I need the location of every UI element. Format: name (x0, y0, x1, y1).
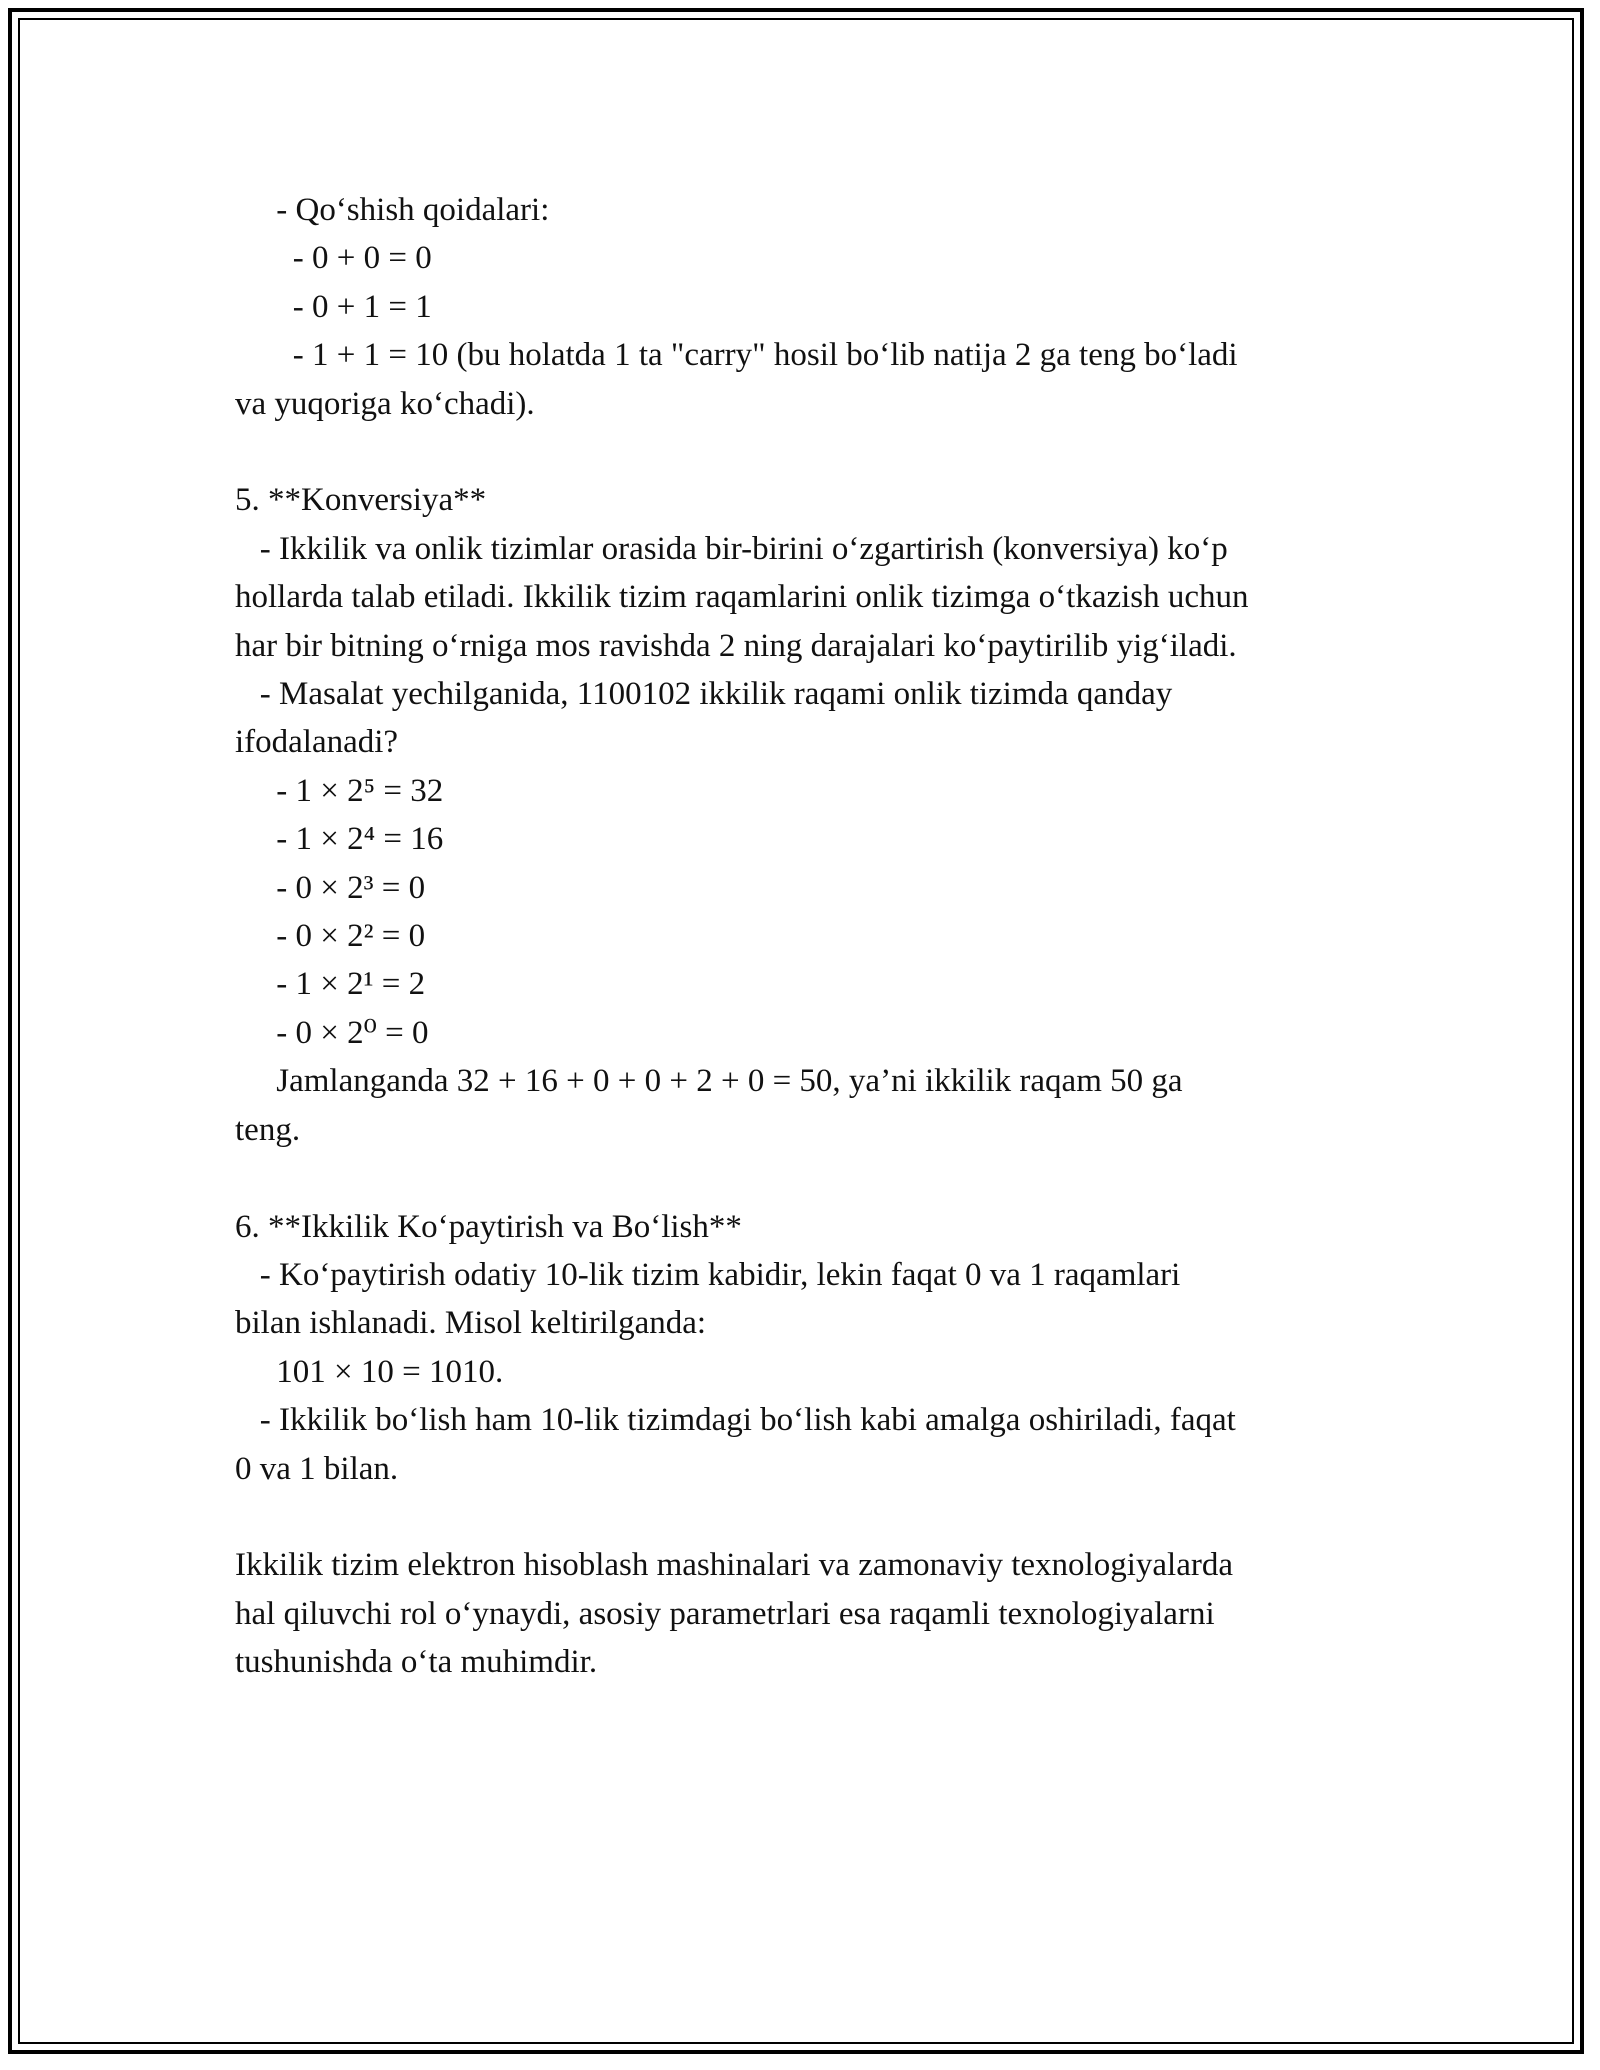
text-line: - Qo‘shish qoidalari: (235, 192, 550, 228)
text-line: 101 × 10 = 1010. (235, 1353, 504, 1390)
text-line: - Ko‘paytirish odatiy 10-lik tizim kabidir, lekin faqat 0 va 1 raqamlari (235, 1256, 1181, 1293)
document-body (235, 186, 1360, 1687)
text-line: Ikkilik tizim elektron hisoblash mashinalari va zamonaviy texnologiyalarda (235, 1547, 1233, 1584)
text-line: - Ikkilik bo‘lish ham 10-lik tizimdagi bo‘lish kabi amalga oshiriladi, faqat (235, 1402, 1236, 1439)
text-line: va yuqoriga ko‘chadi). (235, 385, 535, 422)
text-line: - Ikkilik va onlik tizimlar orasida bir-birini o‘zgartirish (konversiya) ko‘p (235, 530, 1228, 567)
text-line: - 1 × 2¹ = 2 (235, 966, 426, 1003)
text-line: - 0 + 1 = 1 (235, 288, 432, 325)
text-line: 5. **Konversiya** (235, 482, 487, 519)
text-line: hal qiluvchi rol o‘ynaydi, asosiy parametrlari esa raqamli texnologiyalarni (235, 1595, 1215, 1632)
text-line: - 0 + 0 = 0 (235, 240, 432, 277)
text-line: 0 va 1 bilan. (235, 1450, 399, 1487)
text-line: 6. **Ikkilik Ko‘paytirish va Bo‘lish** (235, 1208, 742, 1245)
text-line: - 1 × 2⁴ = 16 (235, 821, 444, 858)
text-line: hollarda talab etiladi. Ikkilik tizim raqamlarini onlik tizimga o‘tkazish uchun (235, 579, 1249, 616)
text-line: - 0 × 2² = 0 (235, 918, 426, 955)
text-line: - 0 × 2⁰ = 0 (235, 1014, 429, 1051)
text-line: - Masalat yechilganida, 1100102 ikkilik raqami onlik tizimda qanday (235, 676, 1173, 713)
text-line: - 1 × 2⁵ = 32 (235, 772, 444, 809)
blank-line (235, 1154, 1360, 1202)
blank-line (235, 1493, 1360, 1541)
text-line: teng. (235, 1111, 301, 1148)
text-line: bilan ishlanadi. Misol keltirilganda: (235, 1305, 707, 1342)
text-line: tushunishda o‘ta muhimdir. (235, 1644, 598, 1681)
blank-line (235, 428, 1360, 476)
text-line: Jamlanganda 32 + 16 + 0 + 0 + 2 + 0 = 50, ya’ni ikkilik raqam 50 ga (235, 1063, 1183, 1100)
text-line: - 0 × 2³ = 0 (235, 869, 426, 906)
text-line: har bir bitning o‘rniga mos ravishda 2 ning darajalari ko‘paytirilib yig‘iladi. (235, 627, 1237, 664)
text-line: - 1 + 1 = 10 (bu holatda 1 ta "carry" hosil bo‘lib natija 2 ga teng bo‘ladi (235, 337, 1238, 374)
text-line: ifodalanadi? (235, 724, 399, 761)
